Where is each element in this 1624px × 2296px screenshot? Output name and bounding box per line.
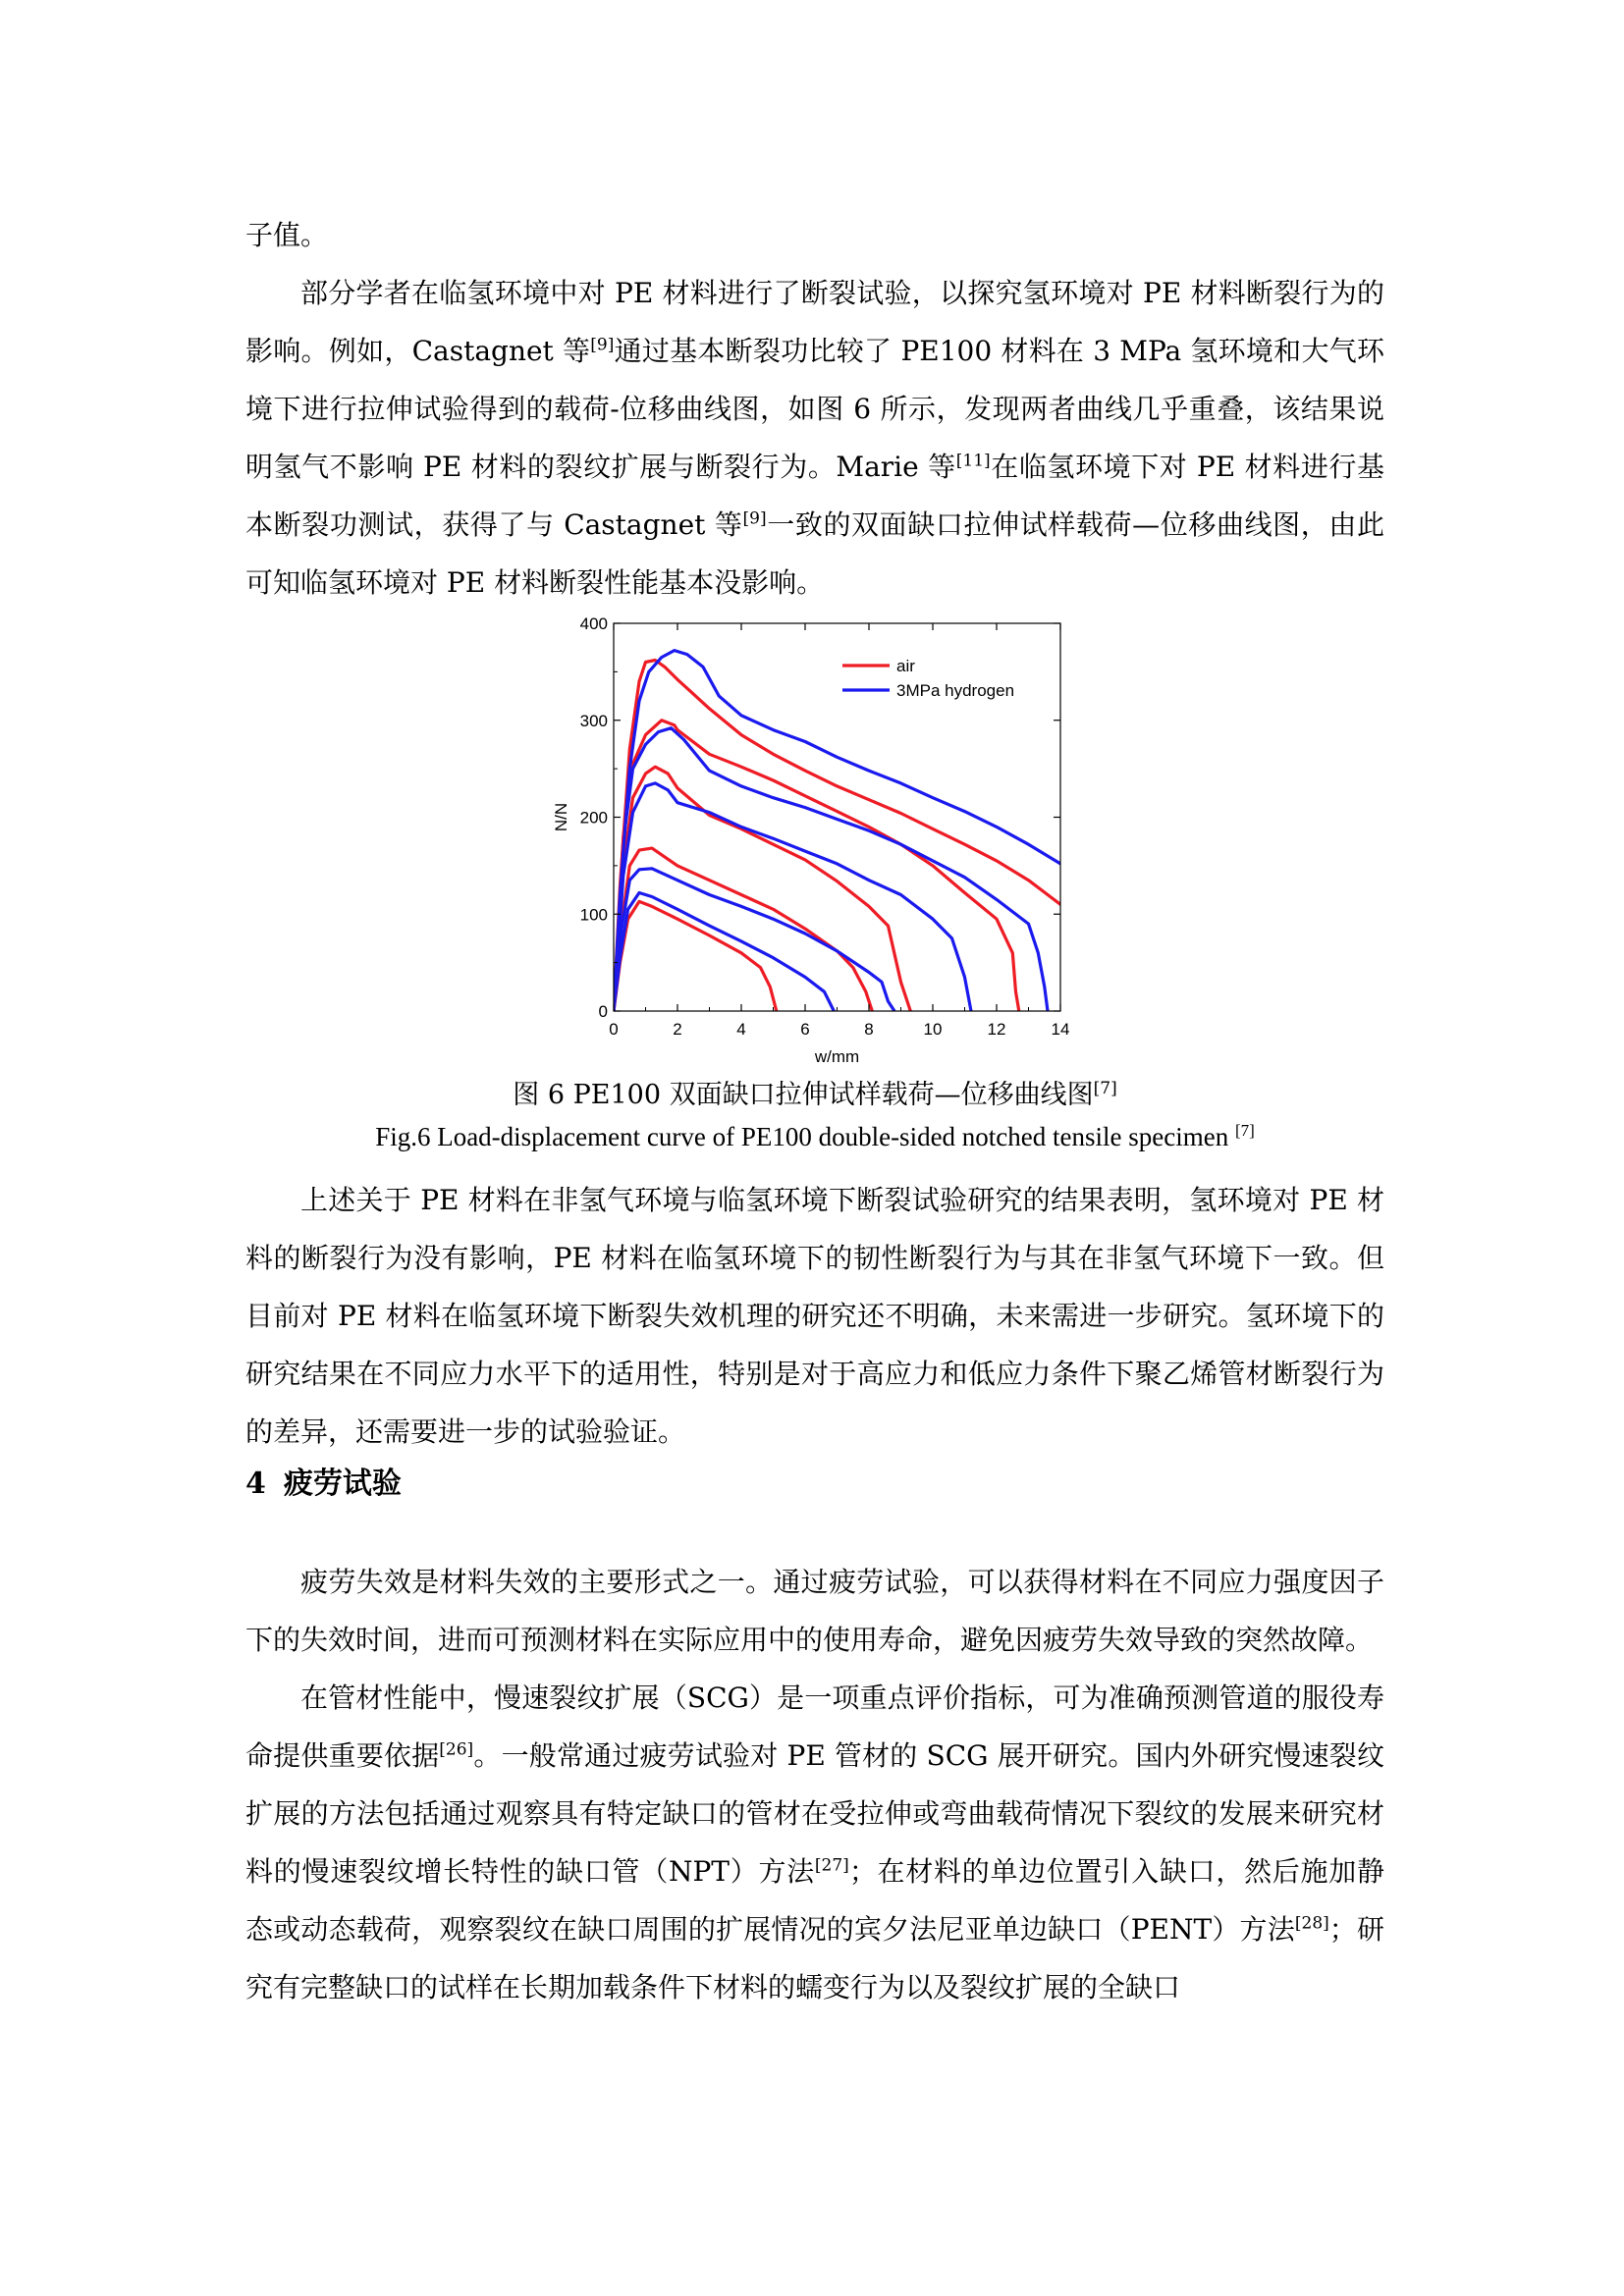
citation-ref[interactable]: [7] <box>1234 1121 1255 1140</box>
legend-label-air: air <box>896 657 915 675</box>
legend-label-hydrogen: 3MPa hydrogen <box>896 681 1015 700</box>
figure-caption-cn: 图 6 PE100 双面缺口拉伸试样载荷—位移曲线图[7] <box>513 1079 1117 1110</box>
citation-ref[interactable]: [28] <box>1294 1913 1329 1934</box>
paragraph-scg: 在管材性能中，慢速裂纹扩展（SCG）是一项重点评价指标，可为准确预测管道的服役寿命提供重要依据[26]。一般常通过疲劳试验对 PE 管材的 SCG 展开研究。国内外研究慢速裂纹扩展的方法包括通过观察具有特定缺口的管材在受拉伸或弯曲载荷情况下裂纹的发展来研究材料的慢速裂纹增长特性的缺口管（NPT）方法[27]；在材料的单边位置引入缺口，然后施加静态或动态载荷，观察裂纹在缺口周围的扩展情况的宾夕法尼亚单边缺口（PENT）方法[28]；研究有完整缺口的试样在长期加载条件下材料的蠕变行为以及裂纹扩展的全缺口 <box>245 1682 1384 2003</box>
citation-ref[interactable]: [7] <box>1093 1079 1117 1098</box>
y-tick-label: 200 <box>579 808 608 828</box>
series-line-air-2 <box>614 848 872 1011</box>
y-tick-label: 0 <box>598 1002 608 1021</box>
series-line-air-4 <box>614 767 910 1011</box>
body-middle <box>245 1171 1384 1461</box>
section-heading <box>245 1465 402 1504</box>
paragraph-continuation: 子值。 <box>245 219 329 251</box>
paragraph-hydrogen-fracture: 部分学者在临氢环境中对 PE 材料进行了断裂试验，以探究氢环境对 PE 材料断裂行为的影响。例如，Castagnet 等[9]通过基本断裂功比较了 PE100 材料在 3 MPa 氢环境和大气环境下进行拉伸试验得到的载荷-位移曲线图，如图 6 所示，发现两者曲线几乎重叠，该结果说明氢气不影响 PE 材料的裂纹扩展与断裂行为。Marie 等[11]在临氢环境下对 PE 材料进行基本断裂功测试，获得了与 Castagnet 等[9]一致的双面缺口拉伸试样载荷—位移曲线图，由此可知临氢环境对 PE 材料断裂性能基本没影响。 <box>245 277 1384 599</box>
citation-ref[interactable]: [26] <box>439 1739 474 1760</box>
y-tick-label: 300 <box>579 711 608 730</box>
x-axis-label: w/mm <box>814 1047 860 1066</box>
citation-ref[interactable]: [9] <box>590 335 615 355</box>
series-line-hydrogen-1 <box>614 893 834 1012</box>
x-tick-label: 14 <box>1051 1020 1070 1039</box>
series-line-hydrogen-7 <box>614 728 1048 1011</box>
y-tick-label: 100 <box>579 905 608 925</box>
body-top <box>245 206 1384 612</box>
x-tick-label: 8 <box>864 1020 874 1039</box>
citation-ref[interactable]: [27] <box>814 1855 849 1876</box>
citation-ref[interactable]: [9] <box>742 508 767 529</box>
figure-caption-en: Fig.6 Load-displacement curve of PE100 double-sided notched tensile specimen [7] <box>375 1121 1255 1151</box>
paragraph-summary: 上述关于 PE 材料在非氢气环境与临氢环境下断裂试验研究的结果表明，氢环境对 PE 材料的断裂行为没有影响，PE 材料在临氢环境下的韧性断裂行为与其在非氢气环境下一致。但目前对 PE 材料在临氢环境下断裂失效机理的研究还不明确，未来需进一步研究。氢环境下的研究结果在不同应力水平下的适用性，特别是对于高应力和低应力条件下聚乙烯管材断裂行为的差异，还需要进一步的试验验证。 <box>245 1184 1384 1448</box>
series-line-hydrogen-3 <box>614 869 894 1011</box>
section-number: 4 <box>245 1467 266 1501</box>
body-bottom <box>245 1553 1384 2016</box>
x-tick-label: 2 <box>673 1020 682 1039</box>
y-axis-label: N/N <box>552 802 570 832</box>
y-tick-label: 400 <box>579 614 608 633</box>
paragraph-fatigue: 疲劳失效是材料失效的主要形式之一。通过疲劳试验，可以获得材料在不同应力强度因子下的失效时间，进而可预测材料在实际应用中的使用寿命，避免因疲劳失效导致的突然故障。 <box>245 1566 1384 1656</box>
x-tick-label: 0 <box>609 1020 619 1039</box>
load-displacement-chart <box>530 609 1080 1080</box>
x-tick-label: 6 <box>800 1020 810 1039</box>
figure-6 <box>530 609 1080 1080</box>
x-tick-label: 12 <box>987 1020 1006 1039</box>
series-line-hydrogen-5 <box>614 783 971 1011</box>
section-title: 疲劳试验 <box>283 1467 402 1501</box>
x-tick-label: 10 <box>923 1020 943 1039</box>
x-tick-label: 4 <box>736 1020 746 1039</box>
citation-ref[interactable]: [11] <box>955 451 991 471</box>
